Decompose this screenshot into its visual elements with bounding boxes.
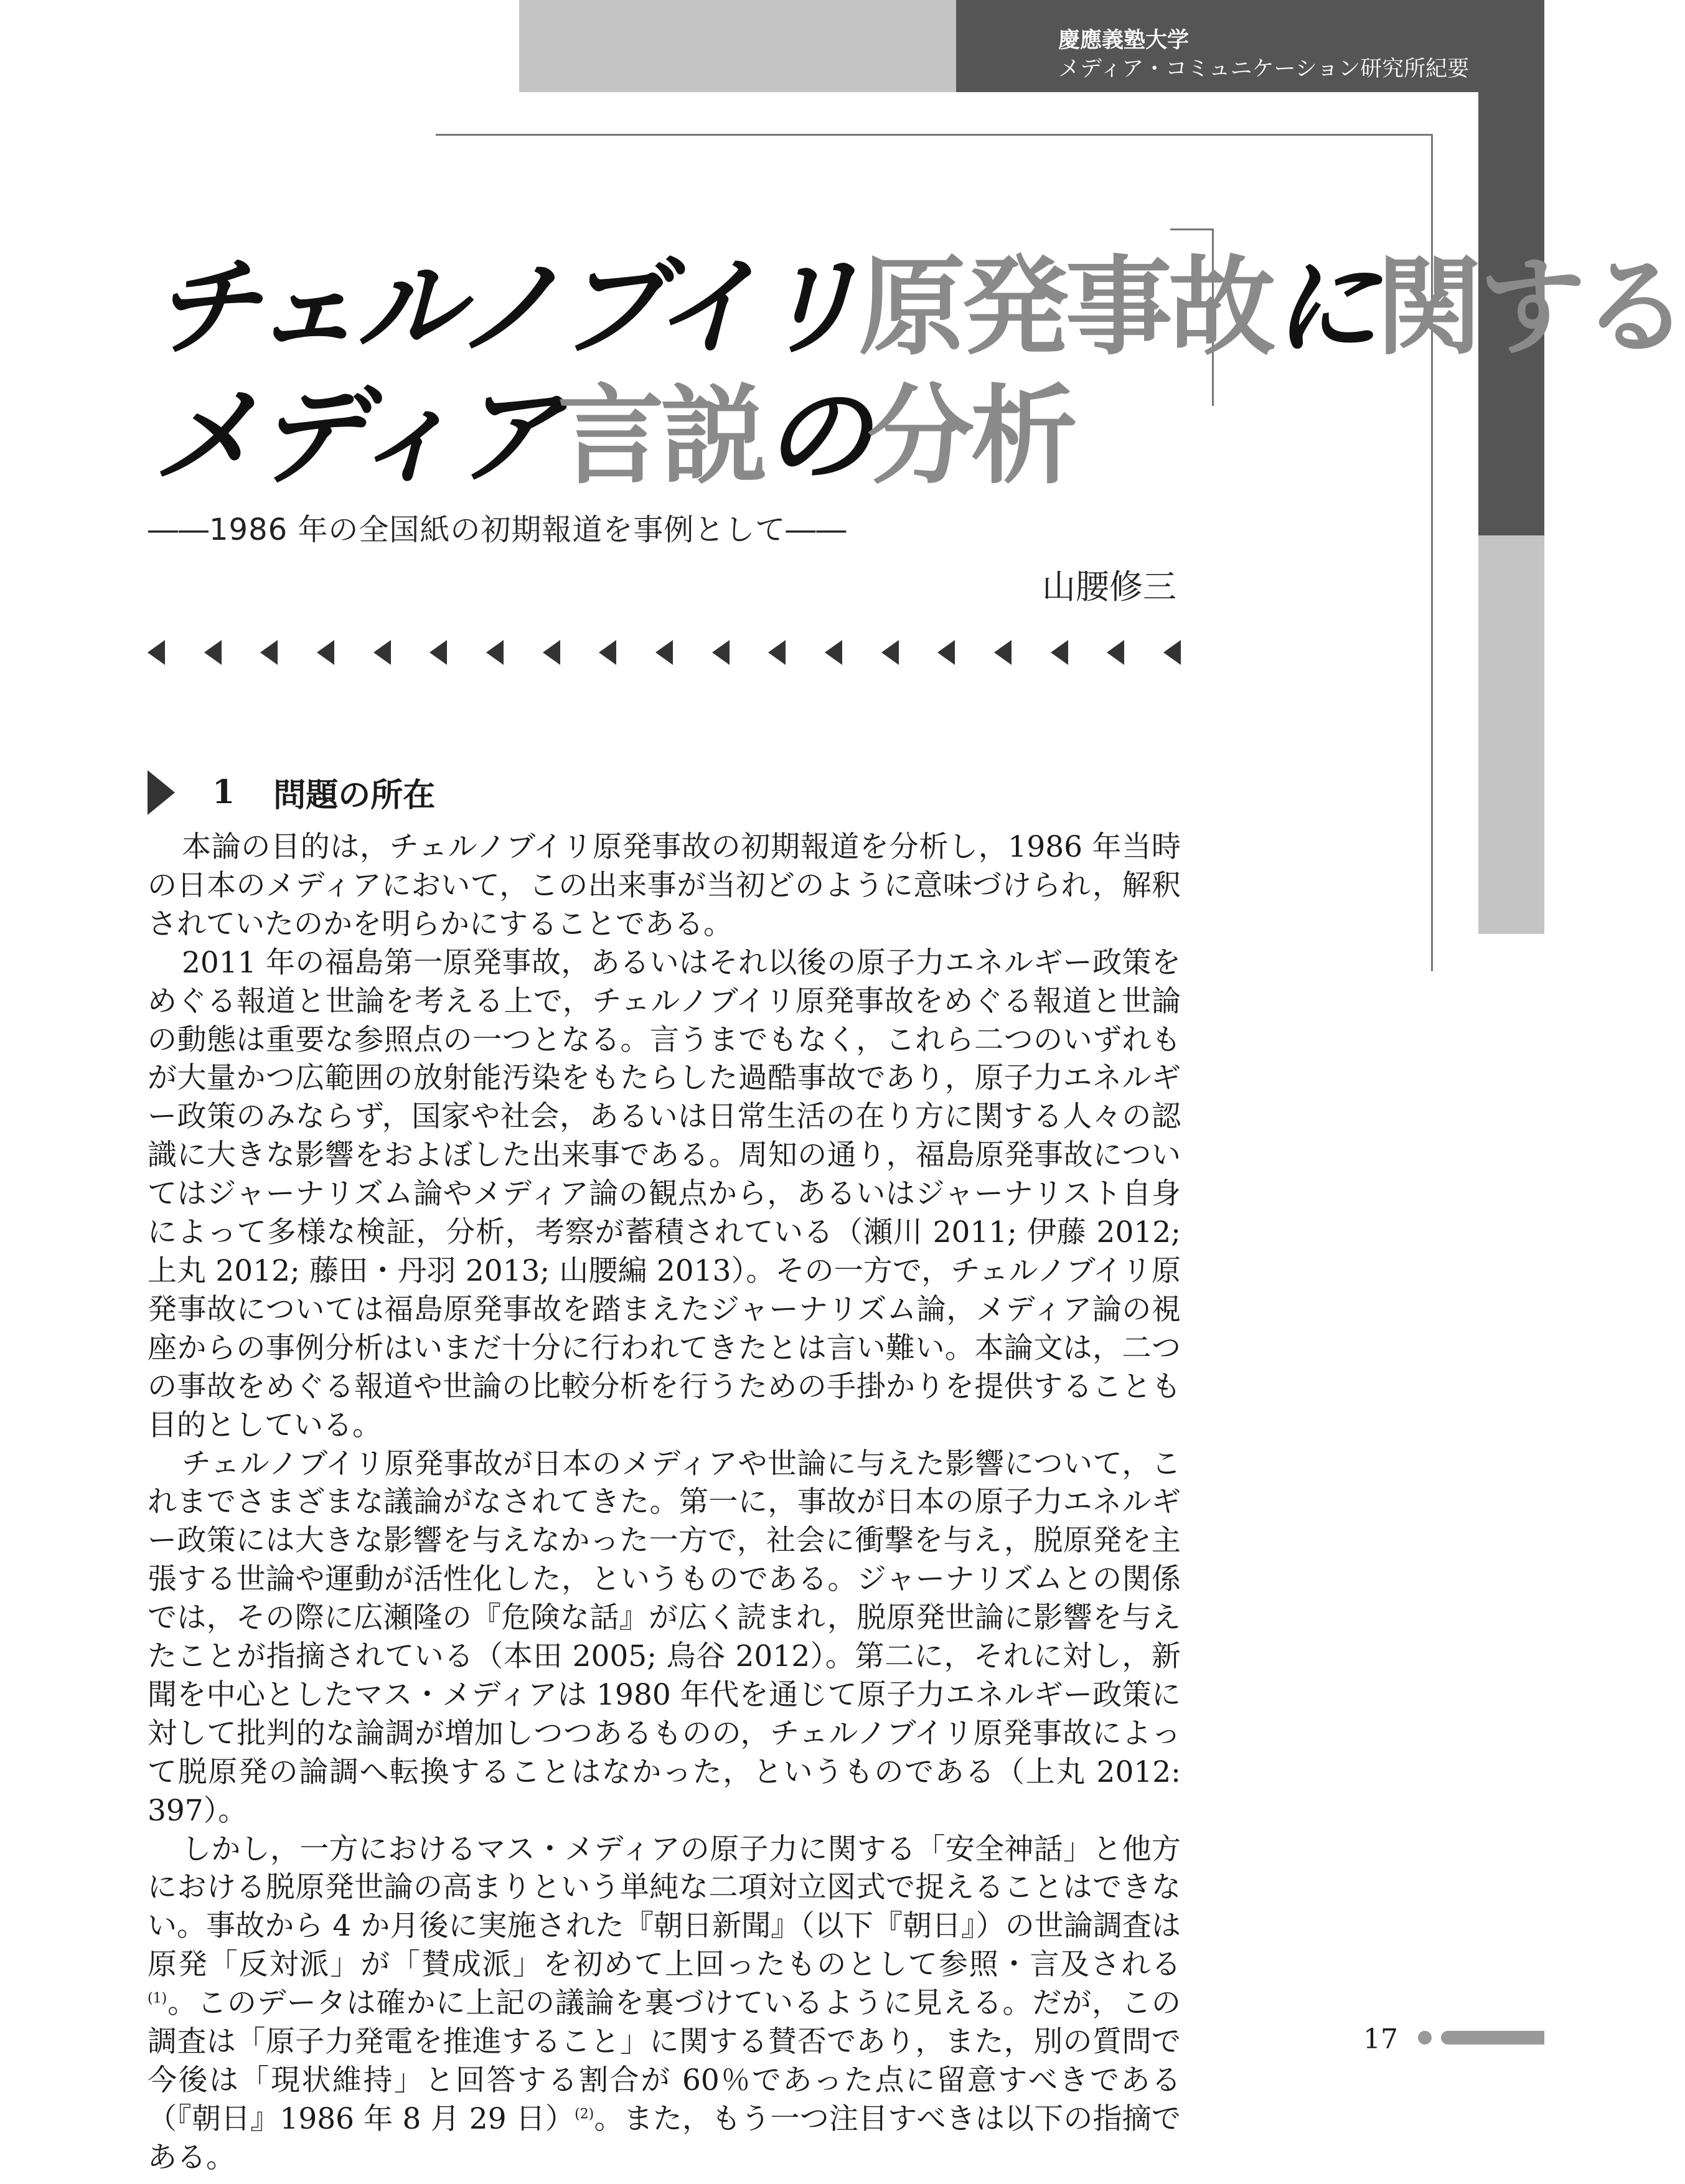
triangle-left-icon — [486, 640, 504, 665]
triangle-left-icon — [429, 640, 447, 665]
title-part: メディア — [153, 372, 558, 499]
triangle-left-icon — [1163, 640, 1181, 665]
title-line-1 — [153, 243, 1685, 372]
triangle-left-icon — [148, 640, 165, 665]
journal-line-2: メディア・コミュニケーション研究所紀要 — [1058, 57, 1470, 82]
header-band-light — [519, 0, 956, 92]
paragraph-text: 。このデータは確かに上記の議論を裏づけているように見える。だが，この調査は「原子力発電を推進すること」に関する賛否であり，また，別の質問で今後は「現状維持」と回答する割合が 60％であった点に留意すべきである（『朝日』1986 年 8 月 29 日） — [148, 1986, 1181, 2136]
title-part: 関する — [1375, 245, 1685, 370]
triangle-left-icon — [373, 640, 391, 665]
title-line-2 — [153, 372, 1211, 501]
section-number: 1 — [212, 773, 235, 811]
title-part: 分析 — [867, 374, 1074, 499]
footnote-ref: (2) — [575, 2106, 594, 2122]
footer-dot — [1418, 2031, 1432, 2045]
triangle-left-icon — [317, 640, 334, 665]
page-number: 17 — [1363, 2023, 1398, 2055]
paragraph — [148, 1830, 1181, 2177]
triangle-left-icon — [712, 640, 730, 665]
triangle-right-icon — [148, 770, 175, 815]
footnote-ref: (1) — [148, 1990, 167, 2007]
paragraph: 2011 年の福島第一原発事故，あるいはそれ以後の原子力エネルギー政策をめぐる報道と世論を考える上で，チェルノブイリ原発事故をめぐる報道と世論の動態は重要な参照点の一つとなる。言うまでもなく，これら二つのいずれもが大量かつ広範囲の放射能汚染をもたらした過酷事故であり，原子力エネルギー政策のみならず，国家や社会，あるいは日常生活の在り方に関する人々の認識に大きな影響をおよぼした出来事である。周知の通り，福島原発事故についてはジャーナリズム論やメディア論の観点から，あるいはジャーナリスト自身によって多様な検証，分析，考察が蓄積されている（瀬川 2011; 伊藤 2012; 上丸 2012; 藤田・丹羽 2013; 山腰編 2013）。その一方で，チェルノブイリ原発事故については福島原発事故を踏まえたジャーナリズム論，メディア論の視座からの事例分析はいまだ十分に行われてきたとは言い難い。本論文は，二つの事故をめぐる報道や世論の比較分析を行うための手掛かりを提供することも目的としている。 — [148, 945, 1181, 1443]
triangle-left-icon — [994, 640, 1011, 665]
triangle-left-icon — [655, 640, 673, 665]
triangle-left-icon — [1107, 640, 1124, 665]
section-heading — [148, 769, 435, 816]
author-name: 山腰修三 — [1042, 567, 1176, 606]
footer-bar — [1441, 2031, 1544, 2045]
paragraph: 本論の目的は，チェルノブイリ原発事故の初期報道を分析し，1986 年当時の日本のメディアにおいて，この出来事が当初どのように意味づけられ，解釈されていたのかを明らかにすることである。 — [148, 830, 1181, 941]
title-part: 原発事故 — [858, 245, 1272, 370]
triangle-left-icon — [768, 640, 786, 665]
title-part: 言説 — [557, 374, 764, 499]
journal-line-1: 慶應義塾大学 — [1058, 27, 1190, 53]
triangle-left-icon — [881, 640, 899, 665]
triangle-divider — [148, 640, 1181, 665]
title-bracket-top — [1170, 228, 1214, 230]
paragraph-text: しかし，一方におけるマス・メディアの原子力に関する「安全神話」と他方における脱原発世論の高まりという単純な二項対立図式で捉えることはできない。事故から 4 か月後に実施された『朝日新聞』（以下『朝日』）の世論調査は原発「反対派」が「賛成派」を初めて上回ったものとして参照・言及される — [148, 1832, 1181, 1982]
edge-tab-light — [1478, 535, 1544, 934]
triangle-left-icon — [937, 640, 955, 665]
triangle-left-icon — [1051, 640, 1068, 665]
triangle-left-icon — [825, 640, 842, 665]
triangle-left-icon — [543, 640, 560, 665]
title-part: に — [1272, 243, 1376, 370]
triangle-left-icon — [204, 640, 222, 665]
title-part: チェルノブイリ — [153, 243, 859, 370]
paragraph-text: 。また，もう一つ注目すべきは以下の指摘である。 — [148, 2101, 1181, 2175]
body-text — [148, 828, 1181, 2177]
triangle-left-icon — [260, 640, 278, 665]
article-subtitle: ――1986 年の全国紙の初期報道を事例として―― — [148, 512, 847, 547]
paragraph: チェルノブイリ原発事故が日本のメディアや世論に与えた影響について，これまでさまざまな議論がなされてきた。第一に，事故が日本の原子力エネルギー政策には大きな影響を与えなかった一方で，社会に衝撃を与え，脱原発を主張する世論や運動が活性化した，というものである。ジャーナリズムとの関係では，その際に広瀬隆の『危険な話』が広く読まれ，脱原発世論に影響を与えたことが指摘されている（本田 2005; 烏谷 2012）。第二に，それに対し，新聞を中心としたマス・メディアは 1980 年代を通じて原子力エネルギー政策に対して批判的な論調が増加しつつあるものの，チェルノブイリ原発事故によって脱原発の論調へ転換することはなかった，というものである（上丸 2012: 397）。 — [148, 1446, 1181, 1828]
triangle-left-icon — [599, 640, 616, 665]
title-part: の — [764, 372, 868, 499]
article-title — [153, 243, 1685, 501]
section-title: 問題の所在 — [273, 776, 436, 814]
journal-name — [1058, 26, 1469, 83]
frame-line-top — [436, 134, 1433, 136]
